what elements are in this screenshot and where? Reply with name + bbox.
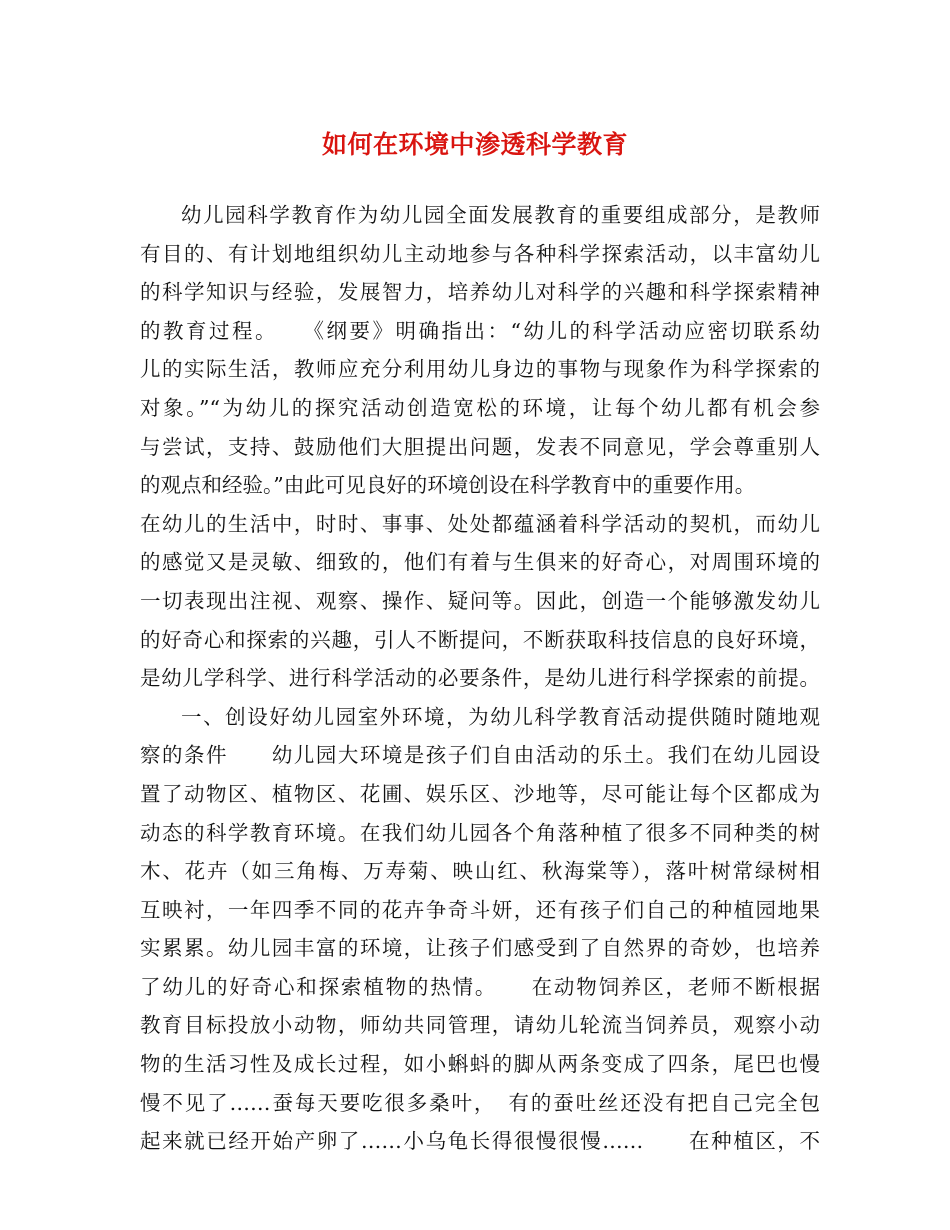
text-line: 与尝试，支持、鼓励他们大胆提出问题，发表不同意见，学会尊重别人 xyxy=(140,434,820,459)
text-line: 慢不见了……蚕每天要吃很多桑叶， 有的蚕吐丝还没有把自己完全包 xyxy=(140,1090,820,1115)
text-line: 置了动物区、植物区、花圃、娱乐区、沙地等，尽可能让每个区都成为 xyxy=(140,781,820,806)
document-title: 如何在环境中渗透科学教育 xyxy=(321,130,628,159)
text-line: 察的条件 幼儿园大环境是孩子们自由活动的乐土。我们在幼儿园设 xyxy=(140,743,820,768)
text-line: 一切表现出注视、观察、操作、疑问等。因此，创造一个能够激发幼儿 xyxy=(140,588,820,613)
text-line: 的科学知识与经验，发展智力，培养幼儿对科学的兴趣和科学探索精神 xyxy=(140,280,820,305)
text-line: 木、花卉（如三角梅、万寿菊、映山红、秋海棠等），落叶树常绿树相 xyxy=(140,859,820,884)
text-line: 一、创设好幼儿园室外环境，为幼儿科学教育活动提供随时随地观 xyxy=(181,704,820,729)
text-line: 幼儿园科学教育作为幼儿园全面发展教育的重要组成部分，是教师 xyxy=(181,203,820,227)
text-line: 动态的科学教育环境。在我们幼儿园各个角落种植了很多不同种类的树 xyxy=(140,820,820,845)
text-line: 在幼儿的生活中，时时、事事、处处都蕴涵着科学活动的契机，而幼儿 xyxy=(140,511,820,536)
document-body xyxy=(140,196,820,1161)
text-line: 儿的实际生活，教师应充分利用幼儿身边的事物与现象作为科学探索的 xyxy=(140,357,820,382)
text-line: 实累累。幼儿园丰富的环境，让孩子们感受到了自然界的奇妙，也培养 xyxy=(140,936,820,961)
text-line: 有目的、有计划地组织幼儿主动地参与各种科学探索活动，以丰富幼儿 xyxy=(140,241,820,266)
text-line: 的感觉又是灵敏、细致的，他们有着与生俱来的好奇心，对周围环境的 xyxy=(140,550,820,575)
text-line: 起来就已经开始产卵了……小乌龟长得很慢很慢…… 在种植区，不 xyxy=(140,1129,820,1154)
text-line: 是幼儿学科学、进行科学活动的必要条件，是幼儿进行科学探索的前提。 xyxy=(140,666,820,691)
text-line: 互映衬，一年四季不同的花卉争奇斗妍，还有孩子们自己的种植园地果 xyxy=(140,897,820,922)
text-line: 教育目标投放小动物，师幼共同管理，请幼儿轮流当饲养员，观察小动 xyxy=(140,1013,820,1038)
text-line: 物的生活习性及成长过程，如小蝌蚪的脚从两条变成了四条，尾巴也慢 xyxy=(140,1052,820,1077)
text-line: 了幼儿的好奇心和探索植物的热情。 在动物饲养区，老师不断根据 xyxy=(140,974,820,999)
text-line: 的教育过程。 《纲要》明确指出：“幼儿的科学活动应密切联系幼 xyxy=(140,318,820,343)
text-line: 的好奇心和探索的兴趣，引人不断提问，不断获取科技信息的良好环境， xyxy=(140,627,820,652)
text-line: 对象。”“为幼儿的探究活动创造宽松的环境，让每个幼儿都有机会参 xyxy=(140,395,820,420)
text-line: 的观点和经验。”由此可见良好的环境创设在科学教育中的重要作用。 xyxy=(140,473,756,498)
